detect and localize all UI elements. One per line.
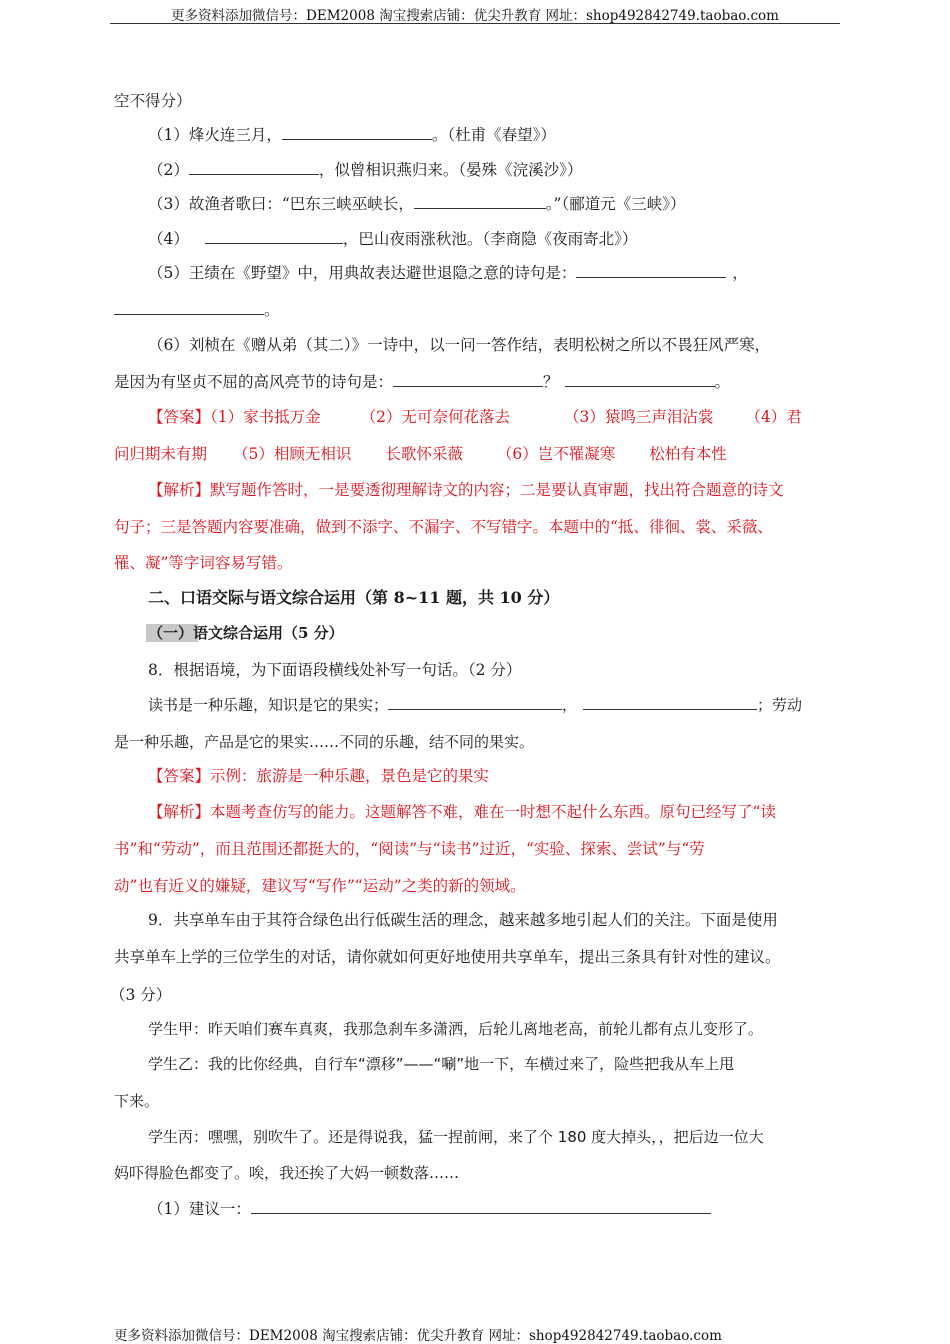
q7-item-5-text-c: 。 <box>264 301 280 319</box>
q7-analysis-line-3: 罹、凝”等字词容易写错。 <box>114 554 293 572</box>
q7-item-6-blank-2[interactable] <box>565 372 715 387</box>
q8-analysis-line-2: 书”和“劳动”，而且范围还都挺大的，“阅读”与“读书”过近，“实验、探索、尝试”与“劳 <box>114 840 705 858</box>
q7-answer-4a: （4）君 <box>745 408 802 426</box>
q8-blank-1[interactable] <box>388 695 562 710</box>
q7-analysis-tag: 【解析】 <box>148 481 211 499</box>
q7-analysis-line-2: 句子；三是答题内容要准确，做到不添字、不漏字、不写错字。本题中的“抵、徘徊、裳、采薇、 <box>114 518 773 536</box>
q7-item-2-text-b: ，似曾相识燕归来。（晏殊《浣溪沙》） <box>318 161 583 179</box>
q7-answer-5b: 长歌怀采薇 <box>385 445 463 463</box>
q8-passage-text-b: ， <box>562 696 578 714</box>
q8-answer-text: 示例：旅游是一种乐趣，景色是它的果实 <box>210 767 490 785</box>
q7-intro-tail: 空不得分） <box>114 92 192 110</box>
q7-answer-5a: （5）相顾无相识 <box>233 445 352 463</box>
q7-item-2-text-a: （2） <box>148 161 189 179</box>
q7-answer-line-2 <box>114 443 834 465</box>
q7-item-5-blank-1[interactable] <box>576 263 726 278</box>
q7-item-5-text-a: （5）王绩在《野望》中，用典故表达避世退隐之意的诗句是： <box>148 264 577 282</box>
q8-blank-2[interactable] <box>583 695 757 710</box>
q9-student-c-line-1: 学生丙：嘿嘿，别吹牛了。还是得说我，猛一捏前闸，来了个 180 度大掉头，，把后边一位大 <box>148 1128 764 1146</box>
q9-stem-line-3: （3 分） <box>110 986 172 1004</box>
q7-answer-6a: （6）岂不罹凝寒 <box>496 445 616 463</box>
q7-item-1 <box>148 124 834 146</box>
q7-item-6-line-2 <box>114 371 834 393</box>
q8-stem: 8．根据语境，为下面语段横线处补写一句话。（2 分） <box>148 661 522 679</box>
q8-passage-text-a: 读书是一种乐趣，知识是它的果实； <box>148 696 389 714</box>
q9-stem-line-2: 共享单车上学的三位学生的对话，请你就如何更好地使用共享单车，提出三条具有针对性的建议。 <box>114 948 781 966</box>
q8-analysis-tag: 【解析】 <box>148 803 211 821</box>
q9-stem-line-1: 9．共享单车由于其符合绿色出行低碳生活的理念，越来越多地引起人们的关注。下面是使用 <box>148 911 778 929</box>
q8-passage-line-1 <box>148 694 834 716</box>
q7-item-6-line-1: （6）刘桢在《赠从弟（其二）》一诗中，以一问一答作结，表明松树之所以不畏狂风严寒， <box>148 336 771 354</box>
q8-analysis-line-1 <box>148 801 834 823</box>
q7-answer-4b: 问归期未有期 <box>114 445 208 463</box>
q7-answer-6b: 松柏有本性 <box>649 445 727 463</box>
q7-answer-2: （2）无可奈何花落去 <box>360 408 511 426</box>
sub-section-title: （一）语文综合运用（5 分） <box>148 624 344 642</box>
q8-analysis-text-1: 本题考查仿写的能力。这题解答不难，难在一时想不起什么东西。原句已经写了“读 <box>210 803 776 821</box>
q8-answer-line <box>148 765 834 787</box>
q8-analysis-line-3: 动”也有近义的嫌疑，建议写“写作”“运动”之类的新的领域。 <box>114 877 526 895</box>
q9-suggestion-1-label: （1）建议一： <box>148 1200 251 1218</box>
q7-answer-1: （1）家书抵万金 <box>210 408 321 426</box>
q8-answer-tag: 【答案】 <box>148 767 211 785</box>
q7-item-6-text-b: ？ <box>543 373 559 391</box>
q7-item-5 <box>148 262 834 284</box>
q9-suggestion-1-blank[interactable] <box>251 1199 711 1214</box>
q7-answer-line-1 <box>148 406 834 428</box>
q9-suggestion-1 <box>148 1198 834 1220</box>
q7-item-6-blank-1[interactable] <box>393 372 543 387</box>
q7-item-6-text-c: 。 <box>714 373 731 391</box>
q7-item-6-text-a: 是因为有坚贞不屈的高风亮节的诗句是： <box>114 373 394 391</box>
q7-item-3 <box>148 193 834 215</box>
q7-item-4-blank[interactable] <box>205 229 343 244</box>
q7-item-1-text-a: （1）烽火连三月， <box>148 126 282 144</box>
q7-item-3-blank[interactable] <box>414 194 546 209</box>
q7-item-4-text-a: （4） <box>148 230 189 248</box>
q9-student-a: 学生甲：昨天咱们赛车真爽，我那急刹车多潇洒，后轮儿离地老高，前轮儿都有点儿变形了。 <box>148 1020 764 1038</box>
q7-item-2 <box>148 159 834 181</box>
q7-item-2-blank[interactable] <box>189 160 319 175</box>
q7-answer-tag: 【答案】 <box>148 408 211 426</box>
q7-item-1-blank[interactable] <box>282 125 432 140</box>
page-footer: 更多资料添加微信号：DEM2008 淘宝搜索店铺：优尖升教育 网址：shop492842749.taobao.com <box>114 1328 722 1344</box>
q7-item-4 <box>148 228 834 250</box>
section-2-title: 二、口语交际与语文综合运用（第 8~11 题，共 10 分） <box>148 588 560 607</box>
q8-passage-text-c: ；劳动 <box>757 696 803 714</box>
q7-analysis-text-1: 默写题作答时，一是要透彻理解诗文的内容；二是要认真审题，找出符合题意的诗文 <box>210 481 784 499</box>
q9-student-b-line-2: 下来。 <box>114 1092 160 1110</box>
q7-item-5-cont <box>114 299 834 321</box>
q7-item-4-text-b: ，巴山夜雨涨秋池。（李商隐《夜雨寄北》） <box>342 230 638 248</box>
q7-item-3-text-b: 。”（郦道元《三峡》） <box>545 195 686 213</box>
q9-student-c-line-2: 妈吓得脸色都变了。唉，我还挨了大妈一顿数落…… <box>114 1164 460 1182</box>
q7-analysis-line-1 <box>148 479 834 501</box>
q9-student-b-line-1: 学生乙：我的比你经典，自行车“漂移”——“唰”地一下，车横过来了，险些把我从车上甩 <box>148 1055 735 1073</box>
q7-item-5-text-b: ， <box>732 264 748 282</box>
q7-answer-3: （3）猿鸣三声泪沾裳 <box>564 408 714 426</box>
q7-item-3-text-a: （3）故渔者歌曰：“巴东三峡巫峡长， <box>148 195 414 213</box>
q7-item-5-blank-2[interactable] <box>114 300 264 315</box>
q8-passage-line-2: 是一种乐趣，产品是它的果实……不同的乐趣，结不同的果实。 <box>114 733 535 751</box>
header-text: 更多资料添加微信号：DEM2008 淘宝搜索店铺：优尖升教育 网址：shop492842749.taobao.com <box>171 8 779 24</box>
q7-item-1-text-b: 。（杜甫《春望》） <box>431 126 556 144</box>
